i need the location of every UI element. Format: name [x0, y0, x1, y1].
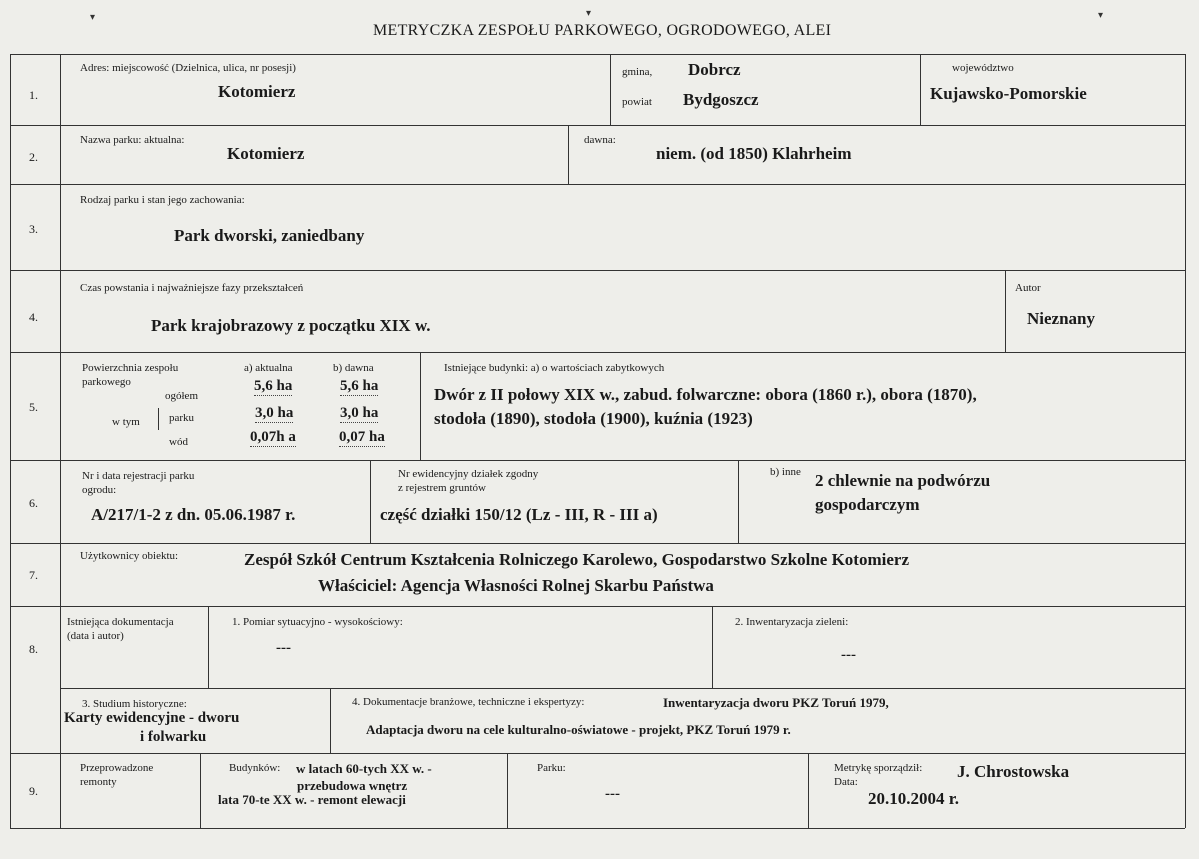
history-value: Park krajobrazowy z początku XIX w. [151, 316, 431, 335]
date-value: 20.10.2004 r. [868, 789, 959, 808]
park-repairs-label: Parku: [537, 762, 566, 774]
scan-mark: ▾ [1098, 10, 1104, 21]
total-former-value: 5,6 ha [340, 378, 379, 394]
buildings-label: Istniejące budynki: a) o wartościach zabytkowych [444, 362, 665, 374]
technical-docs-line: Inwentaryzacja dworu PKZ Toruń 1979, [663, 695, 889, 710]
author-label: Autor [1015, 282, 1041, 294]
survey-value: --- [276, 640, 291, 656]
scan-mark: ▾ [90, 12, 96, 23]
historical-study-line: i folwarku [140, 729, 207, 745]
historical-study-line: Karty ewidencyjne - dworu [64, 710, 240, 726]
water-current-value: 0,07h a [250, 429, 296, 445]
green-inventory-label: 2. Inwentaryzacja zieleni: [735, 616, 849, 628]
park-area-label: parku [169, 412, 195, 424]
registry-label: ogrodu: [82, 484, 117, 496]
including-label: w tym [112, 416, 140, 428]
scan-mark: ▾ [586, 8, 592, 19]
registry-label: Nr i data rejestracji parku [82, 470, 195, 482]
plot-label: Nr ewidencyjny działek zgodny [398, 468, 539, 480]
date-label: Data: [834, 776, 858, 788]
park-type-label: Rodzaj parku i stan jego zachowania: [80, 194, 245, 206]
owner-line: Właściciel: Agencja Własności Rolnej Skarbu Państwa [318, 576, 714, 595]
historical-study-label: 3. Studium historyczne: [82, 698, 187, 710]
registry-value: A/217/1-2 z dn. 05.06.1987 r. [91, 505, 296, 524]
documentation-label: (data i autor) [67, 630, 124, 642]
current-name-label: Nazwa parku: aktualna: [80, 134, 185, 146]
plot-value: część działki 150/12 (Lz - III, R - III a) [380, 505, 658, 524]
green-inventory-value: --- [841, 647, 856, 663]
documentation-label: Istniejąca dokumentacja [67, 616, 174, 628]
buildings-repairs-label: Budynków: [229, 762, 281, 774]
buildings-line: Dwór z II połowy XIX w., zabud. folwarczne: obora (1860 r.), obora (1870), [434, 385, 977, 404]
former-name-value: niem. (od 1850) Klahrheim [656, 144, 852, 163]
powiat-label: powiat [622, 96, 652, 108]
row-number: 9. [29, 784, 38, 798]
gmina-label: gmina, [622, 66, 653, 78]
park-former-value: 3,0 ha [340, 405, 379, 421]
buildings-line: stodoła (1890), stodoła (1900), kuźnia (1923) [434, 409, 753, 428]
survey-label: 1. Pomiar sytuacyjno - wysokościowy: [232, 616, 403, 628]
other-value-line: 2 chlewnie na podwórzu [815, 471, 991, 490]
col-current-label: a) aktualna [244, 362, 293, 374]
buildings-repairs-line: przebudowa wnętrz [297, 778, 408, 793]
plot-label: z rejestrem gruntów [398, 482, 486, 494]
former-name-label: dawna: [584, 134, 616, 146]
park-repairs-value: --- [605, 786, 620, 802]
row-number: 1. [29, 88, 38, 102]
voivodeship-value: Kujawsko-Pomorskie [930, 84, 1087, 103]
row-number: 4. [29, 310, 38, 324]
water-label: wód [169, 436, 188, 448]
powiat-value: Bydgoszcz [683, 90, 759, 109]
author-value: Nieznany [1027, 309, 1095, 328]
technical-docs-line: Adaptacja dworu na cele kulturalno-oświatowe - projekt, PKZ Toruń 1979 r. [366, 722, 791, 737]
current-name-value: Kotomierz [227, 144, 305, 163]
park-type-value: Park dworski, zaniedbany [174, 226, 365, 245]
prepared-by-label: Metrykę sporządził: [834, 762, 923, 774]
voivodeship-label: województwo [952, 62, 1014, 74]
row-number: 8. [29, 642, 38, 656]
repairs-label: Przeprowadzone [80, 762, 154, 774]
other-value-line: gospodarczym [815, 495, 920, 514]
buildings-repairs-line: lata 70-te XX w. - remont elewacji [218, 792, 406, 807]
users-label: Użytkownicy obiektu: [80, 550, 179, 562]
row-number: 3. [29, 222, 38, 236]
row-number: 6. [29, 496, 38, 510]
area-label: Powierzchnia zespołu [82, 362, 179, 374]
repairs-label: remonty [80, 776, 117, 788]
users-line: Zespół Szkół Centrum Kształcenia Rolniczego Karolewo, Gospodarstwo Szkolne Kotomierz [244, 550, 909, 569]
page-title: METRYCZKA ZESPOŁU PARKOWEGO, OGRODOWEGO, ALEI [373, 22, 832, 39]
col-former-label: b) dawna [333, 362, 374, 374]
address-value: Kotomierz [218, 82, 296, 101]
row-number: 2. [29, 150, 38, 164]
other-label: b) inne [770, 466, 801, 478]
row-number: 5. [29, 400, 38, 414]
row-number: 7. [29, 568, 38, 582]
history-label: Czas powstania i najważniejsze fazy przekształceń [80, 282, 304, 294]
buildings-repairs-line: w latach 60-tych XX w. - [296, 761, 432, 776]
address-label: Adres: miejscowość (Dzielnica, ulica, nr posesji) [80, 62, 296, 74]
total-label: ogółem [165, 390, 198, 402]
gmina-value: Dobrcz [688, 60, 741, 79]
water-former-value: 0,07 ha [339, 429, 385, 445]
total-current-value: 5,6 ha [254, 378, 293, 394]
area-label: parkowego [82, 376, 131, 388]
prepared-by-value: J. Chrostowska [957, 762, 1070, 781]
technical-docs-label: 4. Dokumentacje branżowe, techniczne i ekspertyzy: [352, 696, 585, 708]
park-current-value: 3,0 ha [255, 405, 294, 421]
